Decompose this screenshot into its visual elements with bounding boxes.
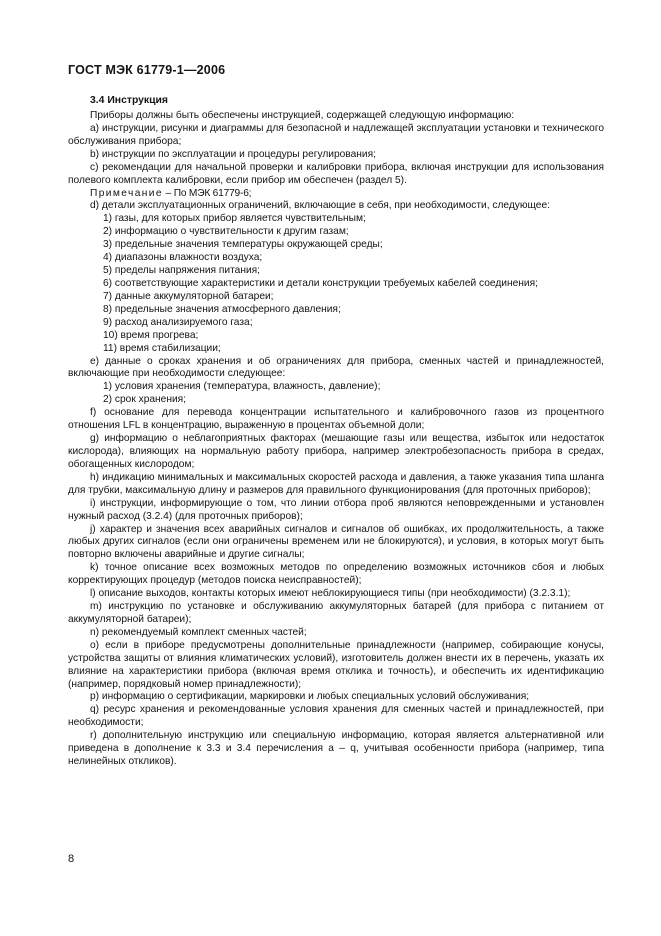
note-label: Примечание [90,187,163,199]
section-title: 3.4 Инструкция [90,95,168,106]
note [68,188,604,201]
document-body [68,110,604,769]
list-item-r: r) дополнительную инструкцию или специальную информацию, которая является альтернативной или приведена в дополнение к 3.3 и 3.4 перечисления a – q, учитывая особенности прибора (например, типа нелинейных откликов). [68,730,604,768]
list-item-o: o) если в приборе предусмотрены дополнительные принадлежности (например, собирающие конусы, устройства защиты от влияния климатических условий), изготовитель должен внести их в перечень, указать их влияние на характеристики прибора (включая время отклика и точность), и обеспечить их идентификацию (например, порядковый номер принадлежности); [68,639,604,690]
sub-item-e-2: 2) срок хранения; [103,394,186,406]
list-item-c: c) рекомендации для начальной проверки и калибровки прибора, включая инструкции для использования полевого комплекта калибровки, если прибор им обеспечен (раздел 5). [68,161,604,186]
note-text: – По МЭК 61779-6; [162,187,252,199]
list-item-j: j) характер и значения всех аварийных сигналов и сигналов об ошибках, их продолжительность, а также любых других сигналов (если они ограничены временем или не блокируются), и условия, в которых могут быть повторно включены аварийные и другие сигналы; [68,523,604,561]
sub-item-d-7: 7) данные аккумуляторной батареи; [103,290,274,302]
sub-item-d-5: 5) пределы напряжения питания; [103,265,260,277]
list-item-e: e) данные о сроках хранения и об ограничениях для прибора, сменных частей и принадлежностей, включающие при необходимости следующее: [68,355,604,380]
document-header: ГОСТ МЭК 61779-1—2006 [68,63,226,77]
sub-item-d-9: 9) расход анализируемого газа; [103,316,253,328]
sub-item-d-3: 3) предельные значения температуры окружающей среды; [103,239,383,251]
page-number: 8 [68,853,75,865]
sub-item-d-6: 6) соответствующие характеристики и детали конструкции требуемых кабелей соединения; [103,277,538,289]
sub-item-d-1: 1) газы, для которых прибор является чувствительным; [103,213,366,225]
list-item-b: b) инструкции по эксплуатации и процедуры регулирования; [90,148,376,160]
list-item-i: i) инструкции, информирующие о том, что линии отбора проб являются неповрежденными и установлен нужный расход (3.2.4) (для проточных приборов); [68,497,604,522]
sub-item-d-8: 8) предельные значения атмосферного давления; [103,303,341,315]
list-item-k: k) точное описание всех возможных методов по определению возможных источников сбоя и любых корректирующих процедур (методов поиска неисправностей); [68,562,604,587]
list-item-l: l) описание выходов, контакты которых имеют неблокирующиеся типы (при необходимости) (3.2.3.1); [90,588,571,600]
list-item-f: f) основание для перевода концентрации испытательного и калибровочного газов из процентного отношения LFL в концентрацию, выраженную в процентах объемной доли; [68,407,604,432]
list-item-n: n) рекомендуемый комплект сменных частей; [90,626,307,638]
list-item-h: h) индикацию минимальных и максимальных скоростей расхода и давления, а также указания типа шланга для трубки, максимальную длину и размеров для правильного функционирования (для проточных приборов); [68,471,604,496]
sub-item-d-2: 2) информацию о чувствительности к другим газам; [103,226,349,238]
sub-item-e-1: 1) условия хранения (температура, влажность, давление); [103,381,381,393]
intro-paragraph: Приборы должны быть обеспечены инструкцией, содержащей следующую информацию: [90,110,515,121]
list-item-p: p) информацию о сертификации, маркировки и любых специальных условий обслуживания; [90,691,530,703]
list-item-d: d) детали эксплуатационных ограничений, включающие в себя, при необходимости, следующее: [90,200,550,212]
sub-item-d-10: 10) время прогрева; [103,329,199,341]
list-item-a: a) инструкции, рисунки и диаграммы для безопасной и надлежащей эксплуатации установки и технического обслуживания прибора; [68,122,604,147]
sub-item-d-4: 4) диапазоны влажности воздуха; [103,252,263,264]
list-item-m: m) инструкцию по установке и обслуживанию аккумуляторных батарей (для прибора с питанием от аккумуляторной батареи); [68,601,604,625]
list-item-g: g) информацию о неблагоприятных факторах (мешающие газы или вещества, избыток или недостаток кислорода), влияющих на нормальную работу прибора, например электробезопасность прибора в средах, обогащенных кислородом; [68,433,604,470]
list-item-q: q) ресурс хранения и рекомендованные условия хранения для сменных частей и принадлежностей, при необходимости; [68,704,604,729]
sub-item-d-11: 11) время стабилизации; [103,342,221,354]
